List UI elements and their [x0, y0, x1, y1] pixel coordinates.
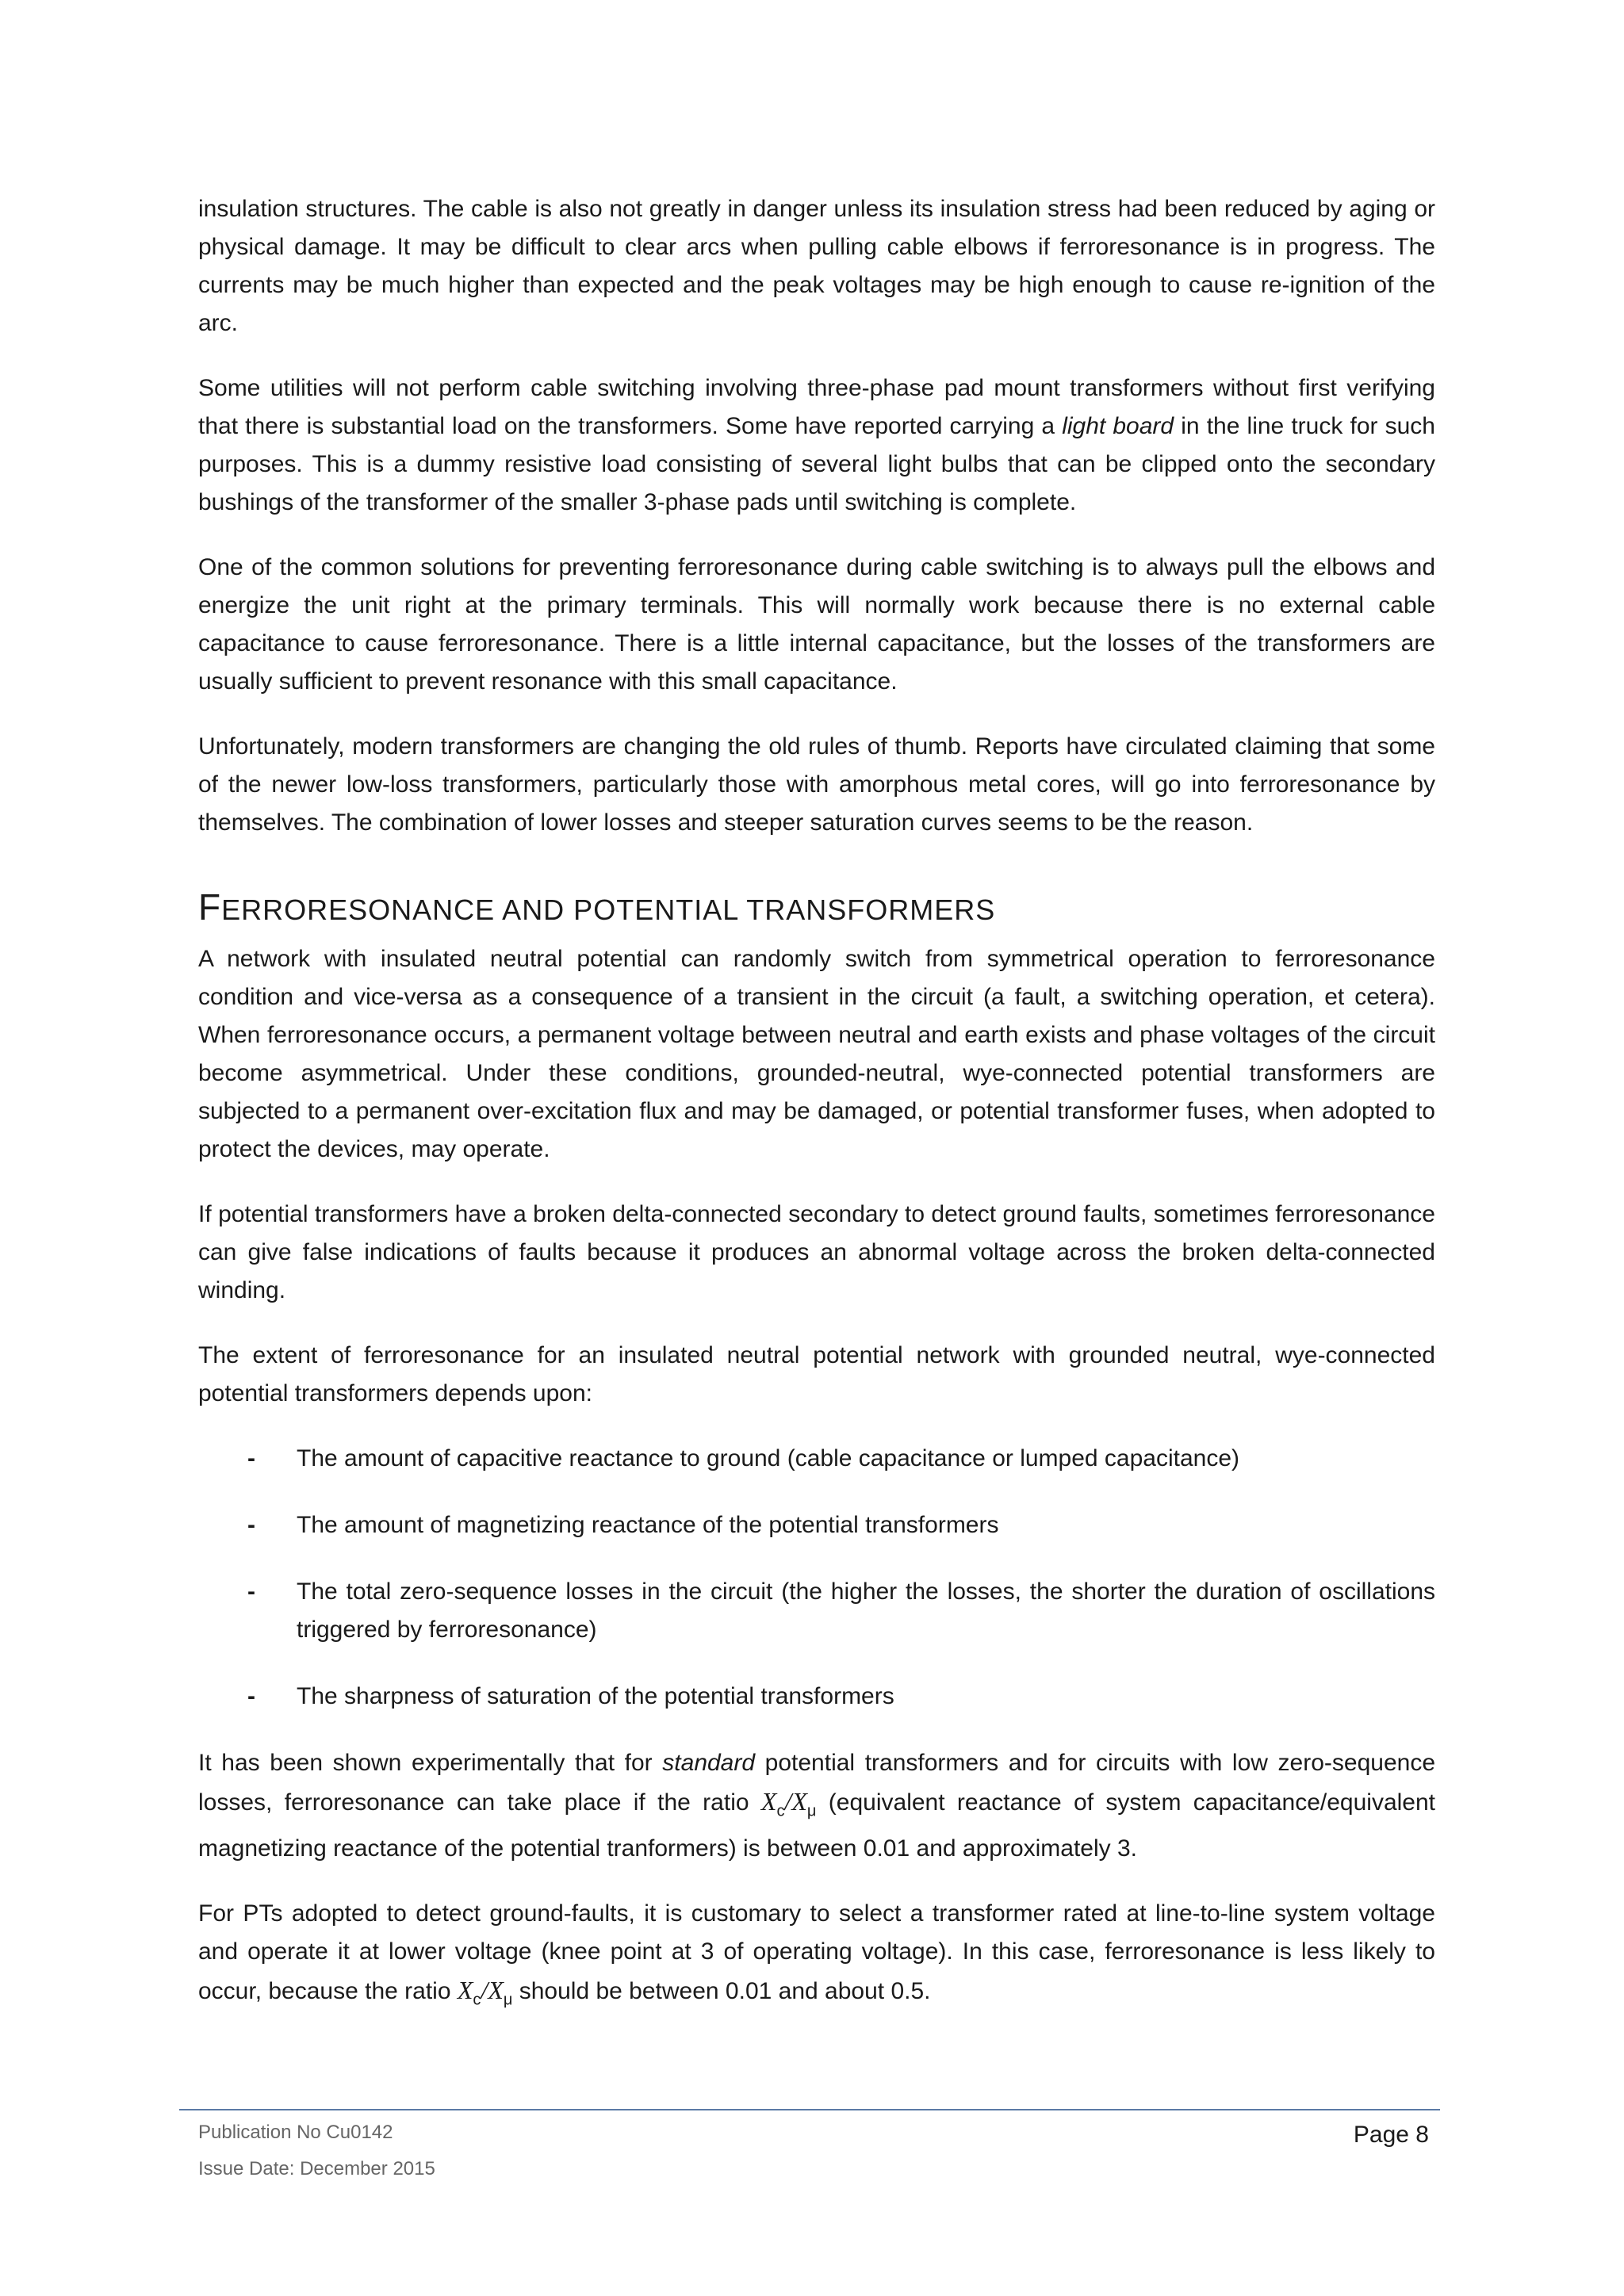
list-item — [198, 1678, 1435, 1716]
paragraph-utilities — [198, 369, 1435, 522]
dash-bullet: - — [247, 1445, 255, 1471]
paragraph-extent: The extent of ferroresonance for an insulated neutral potential network with grounded neutral, wye-connected potential transformers depends upon: — [198, 1342, 1435, 1406]
list-item-text: The total zero-sequence losses in the circuit (the higher the losses, the shorter the duration of oscillations triggered by ferroresonance) — [297, 1578, 1435, 1643]
text-run: It has been shown experimentally that for — [198, 1750, 663, 1776]
dash-bullet: - — [247, 1683, 255, 1709]
text-run: For PTs adopted to detect ground-faults, it is customary to select a transformer rated at line-to-line system voltage and operate it at lower voltage (knee point at 3 of operating voltage). In this case, ferroresonance is less likely to occur, because the ratio — [198, 1900, 1435, 2005]
dash-bullet: - — [247, 1512, 255, 1538]
text-run: should be between 0.01 and about 0.5. — [512, 1978, 931, 2005]
issue-date: Issue Date: December 2015 — [198, 2158, 435, 2179]
paragraph-insulation: insulation structures. The cable is also not greatly in danger unless its insulation stress had been reduced by aging or physical damage. It may be difficult to clear arcs when pulling cable elbows if ferroresonance is in progress. The currents may be much higher than expected and the peak voltages may be high enough to cause re-ignition of the arc. — [198, 196, 1435, 336]
list-item-text: The amount of capacitive reactance to ground (cable capacitance or lumped capacitance) — [297, 1445, 1240, 1471]
text-run: in the line truck for such purposes. This is a dummy resistive load consisting of several light bulbs that can be clipped onto the secondary bushings of the transformer of the smaller 3-phase pads until switching is complete. — [198, 413, 1435, 515]
list-item-text: The sharpness of saturation of the potential transformers — [297, 1683, 894, 1709]
list-item — [198, 1506, 1435, 1544]
italic-term-light-board: light board — [1062, 413, 1174, 439]
heading-first-letter: F — [198, 886, 222, 928]
dependency-list — [198, 1440, 1435, 1716]
paragraph-common-solutions: One of the common solutions for preventing ferroresonance during cable switching is to always pull the elbows and energize the unit right at the primary terminals. This will normally work because there is no external cable capacitance to cause ferroresonance. There is a little internal capacitance, but the losses of the transformers are usually sufficient to prevent resonance with this small capacitance. — [198, 554, 1435, 695]
heading-rest: ERRORESONANCE AND POTENTIAL TRANSFORMERS — [221, 894, 996, 926]
text-run: potential transformers and for circuits with low zero-sequence losses, ferroresonance can take place if the ratio — [198, 1750, 1436, 1816]
paragraph-experimental — [198, 1744, 1435, 1868]
page-number: Page 8 — [1353, 2122, 1429, 2148]
list-item — [198, 1440, 1435, 1478]
list-item — [198, 1573, 1435, 1649]
ratio-formula: $X_c/X_\mu$ — [457, 1976, 513, 2009]
paragraph-pts — [198, 1895, 1435, 2019]
text-run: (equivalent reactance of system capacitance/equivalent magnetizing reactance of the potential tranformers) is between 0.01 and approximately 3. — [198, 1789, 1436, 1862]
publication-number: Publication No Cu0142 — [198, 2122, 393, 2143]
document-body — [198, 190, 1435, 2046]
section-heading — [198, 885, 1435, 932]
dash-bullet: - — [247, 1578, 255, 1605]
page-footer — [179, 2109, 1440, 2179]
paragraph-network: A network with insulated neutral potential can randomly switch from symmetrical operation to ferroresonance condition and vice-versa as a consequence of a transient in the circuit (a fault, a switching operation, et cetera). When ferroresonance occurs, a permanent voltage between neutral and earth exists and phase voltages of the circuit become asymmetrical. Under these conditions, grounded-neutral, wye-connected potential transformers are subjected to a permanent over-excitation flux and may be damaged, or potential transformer fuses, when adopted to protect the devices, may operate. — [198, 946, 1435, 1162]
text-run: Some utilities will not perform cable switching involving three-phase pad mount transformers without first verifying that there is substantial load on the transformers. Some have reported carrying a — [198, 375, 1435, 439]
list-item-text: The amount of magnetizing reactance of the potential transformers — [297, 1512, 999, 1538]
paragraph-broken-delta: If potential transformers have a broken delta-connected secondary to detect ground faults, sometimes ferroresonance can give false indications of faults because it produces an abnormal voltage across the broken delta-connected winding. — [198, 1201, 1435, 1303]
italic-term-standard: standard — [662, 1750, 756, 1776]
ratio-formula: $X_c/X_\mu$ — [760, 1787, 817, 1820]
paragraph-modern-transformers: Unfortunately, modern transformers are changing the old rules of thumb. Reports have circulated claiming that some of the newer low-loss transformers, particularly those with amorphous metal cores, will go into ferroresonance by themselves. The combination of lower losses and steeper saturation curves seems to be the reason. — [198, 733, 1435, 836]
